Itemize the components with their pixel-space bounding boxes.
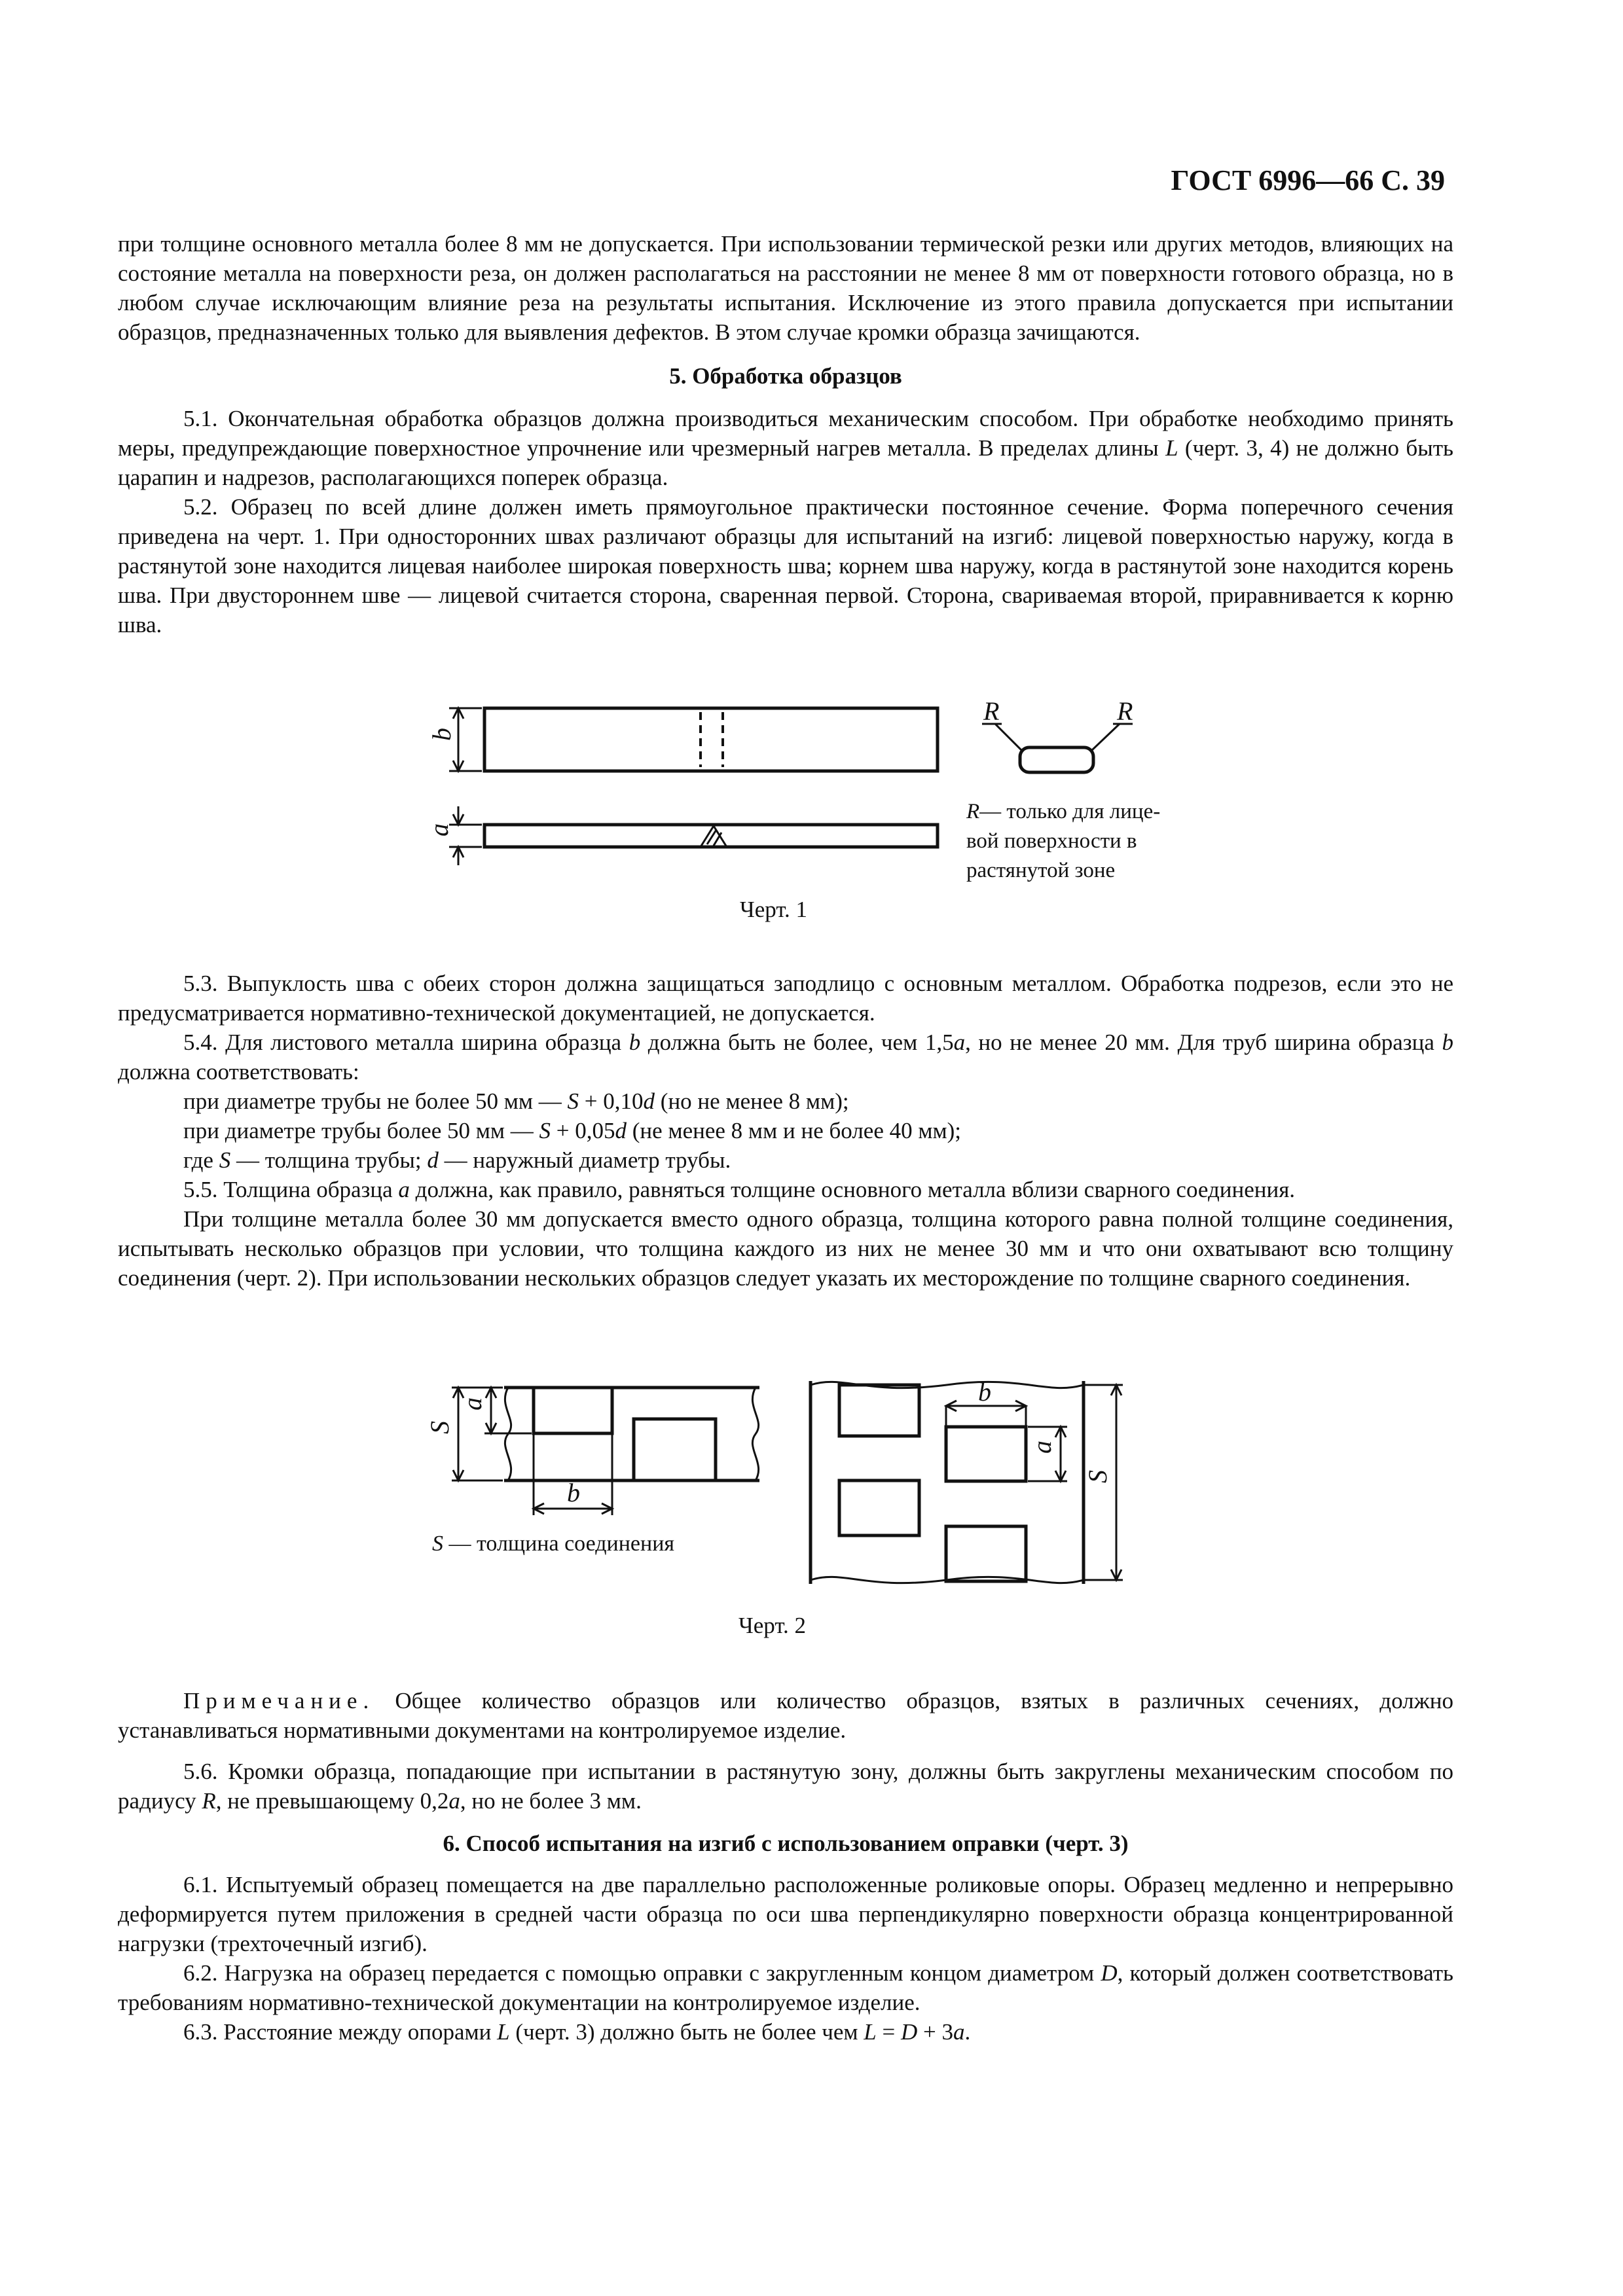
- paragraph-5-4: 5.4. Для листового металла ширина образца b должна быть не более, чем 1,5a, но не менее 20 мм. Для труб ширина образца b должна соответствовать:: [118, 1030, 1453, 1085]
- paragraph-5-5: 5.5. Толщина образца a должна, как правило, равняться толщине основного металла вблизи сварного соединения.: [183, 1177, 1296, 1202]
- figure-1-caption: Черт. 1: [740, 897, 807, 922]
- right-specimen-2: [946, 1427, 1026, 1481]
- fig1-label-a: a: [424, 823, 454, 836]
- left-specimen-2: [634, 1419, 716, 1480]
- text-block-bottom: [118, 1686, 1453, 2047]
- right-specimen-3: [839, 1480, 919, 1535]
- figure-2-caption: Черт. 2: [739, 1613, 806, 1638]
- fig1-note-line-1: — только для лице-: [979, 800, 1161, 823]
- paragraph-5-4-item-3: где S — толщина трубы; d — наружный диаметр трубы.: [183, 1147, 731, 1173]
- fig1-label-b: b: [427, 728, 456, 741]
- left-specimen-1: [534, 1388, 612, 1433]
- fig2-legend: S — толщина соединения: [432, 1532, 675, 1556]
- paragraph-5-6: 5.6. Кромки образца, попадающие при испытании в растянутую зону, должны быть закруглены механическим способом по радиусу R, не превышающему 0,2a, но не более 3 мм.: [118, 1759, 1453, 1814]
- page-header: ГОСТ 6996—66 С. 39: [1171, 164, 1445, 196]
- fig1-note-line-3: растянутой зоне: [966, 859, 1116, 882]
- paragraph-5-2: 5.2. Образец по всей длине должен иметь прямоугольное практически постоянное сечение. Форма поперечного сечения приведена на черт. 1. При односторонних швах различают образцы для испытаний на изгиб: лицевой поверхностью наружу, когда в растянутой зоне находится лицевая наиболее широкая поверхность шва; корнем шва наружу, когда в растянутой зоне находится корень шва. При двустороннем шве — лицевой считается сторона, сваренная первой. Сторона, свариваемая второй, приравнивается к корню шва.: [118, 494, 1453, 637]
- paragraph-6-1: 6.1. Испытуемый образец помещается на две параллельно расположенные роликовые опоры. Образец медленно и непрерывно деформируется путем приложения в средней части образца по оси шва перпендикулярно поверхности образца концентрированной нагрузки (трехточечный изгиб).: [118, 1872, 1453, 1956]
- paragraph-5-4-item-2: при диаметре трубы более 50 мм — S + 0,05d (не менее 8 мм и не более 40 мм);: [183, 1118, 962, 1143]
- paragraph-5-5-cont: При толщине металла более 30 мм допускается вместо одного образца, толщина которого равна полной толщине соединения, испытывать несколько образцов при условии, что толщина каждого из них не менее 30 мм и что они охватывают всю толщину соединения (черт. 2). При использовании нескольких образцов следует указать их месторождение по толщине сварного соединения.: [118, 1206, 1453, 1291]
- fig2-label-a-right: a: [1027, 1441, 1057, 1454]
- fig2-label-S-right: S: [1083, 1470, 1112, 1483]
- fig2-label-b-left: b: [567, 1478, 580, 1507]
- right-specimen-1: [839, 1385, 919, 1436]
- fig2-label-b-right: b: [978, 1377, 991, 1407]
- section-5-heading: 5. Обработка образцов: [669, 363, 902, 389]
- paragraph-5-1: 5.1. Окончательная обработка образцов должна производиться механическим способом. При обработке необходимо принять меры, предупреждающие поверхностное упрочнение или чрезмерный нагрев металла. В пределах длины L (черт. 3, 4) не должно быть царапин и надрезов, располагающихся поперек образца.: [118, 406, 1453, 490]
- fig1-label-R-right: R: [1117, 696, 1133, 726]
- paragraph-6-3: 6.3. Расстояние между опорами L (черт. 3) должно быть не более чем L = D + 3a.: [183, 2019, 971, 2045]
- note-label: Примечание.: [183, 1688, 375, 1713]
- fig1-label-R-left: R: [983, 696, 1000, 726]
- section-6-heading: 6. Способ испытания на изгиб с использованием оправки (черт. 3): [443, 1831, 1129, 1856]
- paragraph-5-4-item-1: при диаметре трубы не более 50 мм — S + 0,10d (но не менее 8 мм);: [183, 1088, 849, 1114]
- paragraph-5-3: 5.3. Выпуклость шва с обеих сторон должна защищаться заподлицо с основным металлом. Обработка подрезов, если это не предусматривается нормативно-технической документацией, не допускается.: [118, 971, 1453, 1026]
- paragraph-intro: при толщине основного металла более 8 мм не допускается. При использовании термической резки или других методов, влияющих на состояние металла на поверхности реза, он должен располагаться на расстоянии не менее 8 мм от поверхности готового образца, но в любом случае исключающим влияние реза на результаты испытания. Исключение из этого правила допускается при испытании образцов, предназначенных только для выявления дефектов. В этом случае кромки образца зачищаются.: [118, 231, 1453, 345]
- fig2-label-a-left: a: [458, 1397, 487, 1410]
- note-paragraph: Примечание. Общее количество образцов или количество образцов, взятых в различных сечениях, должно устанавливаться нормативными документами на контролируемое изделие.: [118, 1688, 1453, 1743]
- fig1-note-line-2: вой поверхности в: [966, 829, 1137, 853]
- paragraph-6-2: 6.2. Нагрузка на образец передается с помощью оправки с закругленным концом диаметром D, который должен соответствовать требованиям нормативно-технической документации на контролируемое изделие.: [118, 1960, 1453, 2015]
- fig1-note-R: R: [966, 800, 980, 823]
- right-specimen-4: [946, 1526, 1026, 1581]
- fig2-label-S-left: S: [425, 1421, 454, 1434]
